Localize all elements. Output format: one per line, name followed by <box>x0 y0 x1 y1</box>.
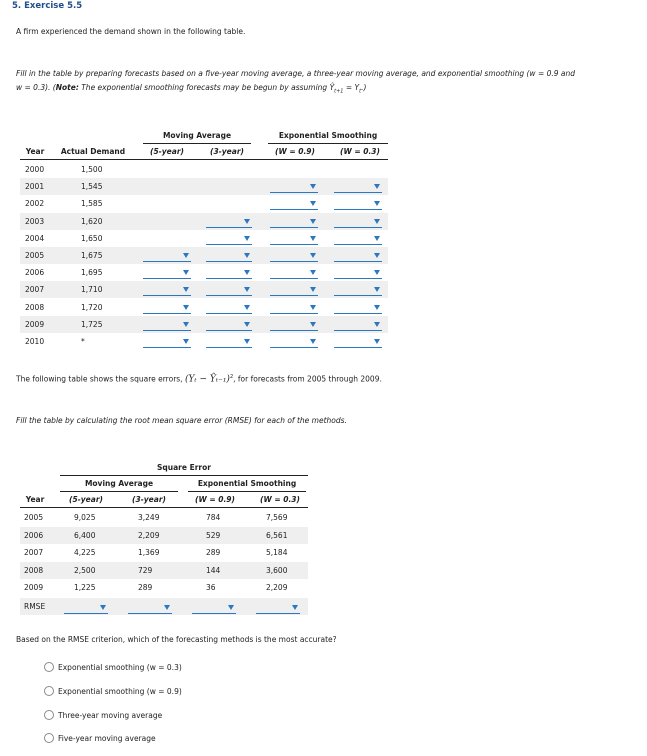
table-row-demand: 1,725 <box>81 320 103 329</box>
forecast-es03-dropdown[interactable] <box>334 180 382 193</box>
square-error-es03: 3,600 <box>266 566 288 575</box>
square-error-es09: 784 <box>206 513 221 522</box>
chevron-down-icon <box>374 184 380 189</box>
table-row-demand: 1,695 <box>81 268 103 277</box>
forecast-es09-dropdown[interactable] <box>270 266 318 279</box>
col-es03: (W = 0.3) <box>340 147 380 156</box>
table-row-demand: 1,545 <box>81 182 103 191</box>
chevron-down-icon <box>183 339 189 344</box>
forecast-es09-dropdown[interactable] <box>270 232 318 245</box>
square-error-ma5: 2,500 <box>74 566 96 575</box>
forecast-ma3-dropdown[interactable] <box>206 335 252 348</box>
chevron-down-icon <box>374 253 380 258</box>
forecast-es09-dropdown[interactable] <box>270 197 318 210</box>
col-ma5: (5-year) <box>150 147 184 156</box>
forecast-ma5-dropdown[interactable] <box>143 249 191 262</box>
t2-col-ma5: (5-year) <box>69 495 103 504</box>
table-row-year: 2004 <box>25 234 45 243</box>
col-ma3: (3-year) <box>210 147 244 156</box>
forecast-ma3-dropdown[interactable] <box>206 318 252 331</box>
instructions-line2: w = 0.3). (Note: The exponential smoothing forecasts may be begun by assuming $Ŷ_{t+1} = Y_t$.) <box>16 83 367 95</box>
chevron-down-icon <box>310 184 316 189</box>
square-error-ma3: 3,249 <box>138 513 160 522</box>
forecast-es09-dropdown[interactable] <box>270 180 318 193</box>
chevron-down-icon <box>244 270 250 275</box>
chevron-down-icon <box>244 287 250 292</box>
t2-col-year: Year <box>25 495 45 504</box>
forecast-ma5-dropdown[interactable] <box>143 301 191 314</box>
square-error-es09: 36 <box>206 583 216 592</box>
square-error-title: Square Error <box>157 463 211 472</box>
square-error-ma3: 1,369 <box>138 548 160 557</box>
table-row-demand: 1,720 <box>81 303 103 312</box>
forecast-ma5-dropdown[interactable] <box>143 266 191 279</box>
forecast-ma3-dropdown[interactable] <box>206 283 252 296</box>
square-error-ma5: 4,225 <box>74 548 96 557</box>
forecast-ma5-dropdown[interactable] <box>143 283 191 296</box>
group-exponential-smoothing: Exponential Smoothing <box>278 131 378 140</box>
forecast-es03-dropdown[interactable] <box>334 266 382 279</box>
forecast-ma3-dropdown[interactable] <box>206 266 252 279</box>
rmse-label: RMSE <box>24 602 46 611</box>
forecast-ma3-dropdown[interactable] <box>206 215 252 228</box>
chevron-down-icon <box>228 605 234 610</box>
chevron-down-icon <box>374 305 380 310</box>
chevron-down-icon <box>374 339 380 344</box>
chevron-down-icon <box>183 270 189 275</box>
chevron-down-icon <box>310 236 316 241</box>
rmse-es09-dropdown[interactable] <box>192 601 236 614</box>
chevron-down-icon <box>310 305 316 310</box>
chevron-down-icon <box>374 287 380 292</box>
square-error-ma5: 6,400 <box>74 531 96 540</box>
square-error-year: 2009 <box>24 583 44 592</box>
chevron-down-icon <box>164 605 170 610</box>
chevron-down-icon <box>310 287 316 292</box>
table-row-year: 2002 <box>25 199 45 208</box>
forecast-ma3-dropdown[interactable] <box>206 232 252 245</box>
chevron-down-icon <box>183 322 189 327</box>
square-error-ma3: 289 <box>138 583 153 592</box>
chevron-down-icon <box>374 219 380 224</box>
forecast-es09-dropdown[interactable] <box>270 249 318 262</box>
chevron-down-icon <box>292 605 298 610</box>
forecast-es03-dropdown[interactable] <box>334 215 382 228</box>
forecast-ma5-dropdown[interactable] <box>143 318 191 331</box>
chevron-down-icon <box>244 322 250 327</box>
forecast-es09-dropdown[interactable] <box>270 301 318 314</box>
square-errors-text: The following table shows the square errors, (Yₜ − Ŷₜ₋₁)$^2$, for forecasts from 2005 through 2009. <box>16 374 382 385</box>
chevron-down-icon <box>183 305 189 310</box>
forecast-ma3-dropdown[interactable] <box>206 249 252 262</box>
table-row-year: 2006 <box>25 268 45 277</box>
rmse-ma3-dropdown[interactable] <box>128 601 172 614</box>
table-row-year: 2008 <box>25 303 45 312</box>
square-error-year: 2007 <box>24 548 44 557</box>
chevron-down-icon <box>310 322 316 327</box>
option-label-2: Exponential smoothing (w = 0.9) <box>58 687 182 696</box>
chevron-down-icon <box>310 339 316 344</box>
table-row-demand: 1,500 <box>81 165 103 174</box>
square-error-es09: 144 <box>206 566 221 575</box>
forecast-es03-dropdown[interactable] <box>334 197 382 210</box>
table-row-demand: 1,650 <box>81 234 103 243</box>
chevron-down-icon <box>310 201 316 206</box>
chevron-down-icon <box>244 236 250 241</box>
table-row-year: 2001 <box>25 182 45 191</box>
square-error-ma3: 2,209 <box>138 531 160 540</box>
forecast-es09-dropdown[interactable] <box>270 215 318 228</box>
table-row-demand: 1,620 <box>81 217 103 226</box>
square-error-es03: 2,209 <box>266 583 288 592</box>
rmse-es03-dropdown[interactable] <box>256 601 300 614</box>
intro-text: A firm experienced the demand shown in the following table. <box>16 27 246 36</box>
rmse-ma5-dropdown[interactable] <box>64 601 108 614</box>
table-row-demand: * <box>81 337 85 346</box>
square-error-year: 2006 <box>24 531 44 540</box>
table-row-demand: 1,675 <box>81 251 103 260</box>
square-error-ma5: 9,025 <box>74 513 96 522</box>
square-error-year: 2005 <box>24 513 44 522</box>
square-error-year: 2008 <box>24 566 44 575</box>
rmse-instructions: Fill the table by calculating the root mean square error (RMSE) for each of the methods. <box>16 416 347 425</box>
group-moving-average: Moving Average <box>162 131 232 140</box>
chevron-down-icon <box>183 253 189 258</box>
forecast-es09-dropdown[interactable] <box>270 283 318 296</box>
forecast-es09-dropdown[interactable] <box>270 335 318 348</box>
chevron-down-icon <box>374 322 380 327</box>
chevron-down-icon <box>310 253 316 258</box>
col-year: Year <box>25 147 45 156</box>
t2-group-exponential-smoothing: Exponential Smoothing <box>197 479 297 488</box>
chevron-down-icon <box>310 270 316 275</box>
table-row-year: 2007 <box>25 285 45 294</box>
square-error-es03: 6,561 <box>266 531 288 540</box>
table-row-year: 2003 <box>25 217 45 226</box>
forecast-ma5-dropdown[interactable] <box>143 335 191 348</box>
table-row-demand: 1,710 <box>81 285 103 294</box>
t2-group-moving-average: Moving Average <box>84 479 154 488</box>
table-row-year: 2005 <box>25 251 45 260</box>
chevron-down-icon <box>310 219 316 224</box>
chevron-down-icon <box>100 605 106 610</box>
option-label-3: Three-year moving average <box>58 711 163 720</box>
option-radio-2[interactable] <box>44 686 54 696</box>
forecast-es03-dropdown[interactable] <box>334 335 382 348</box>
square-error-es09: 529 <box>206 531 221 540</box>
square-error-es03: 7,569 <box>266 513 288 522</box>
square-error-es09: 289 <box>206 548 221 557</box>
table-row-demand: 1,585 <box>81 199 103 208</box>
forecast-es03-dropdown[interactable] <box>334 301 382 314</box>
option-label-1: Exponential smoothing (w = 0.3) <box>58 663 182 672</box>
exercise-title: 5. Exercise 5.5 <box>12 1 83 11</box>
square-error-es03: 5,184 <box>266 548 288 557</box>
table-row-year: 2000 <box>25 165 45 174</box>
square-error-ma3: 729 <box>138 566 153 575</box>
table-row-year: 2010 <box>25 337 45 346</box>
t2-col-es03: (W = 0.3) <box>260 495 300 504</box>
option-label-4: Five-year moving average <box>58 734 156 743</box>
option-radio-3[interactable] <box>44 710 54 720</box>
forecast-es03-dropdown[interactable] <box>334 249 382 262</box>
col-es09: (W = 0.9) <box>275 147 315 156</box>
col-actual-demand: Actual Demand <box>60 147 126 156</box>
option-radio-4[interactable] <box>44 733 54 743</box>
forecast-es03-dropdown[interactable] <box>334 318 382 331</box>
chevron-down-icon <box>374 270 380 275</box>
forecast-ma3-dropdown[interactable] <box>206 301 252 314</box>
chevron-down-icon <box>244 253 250 258</box>
forecast-es09-dropdown[interactable] <box>270 318 318 331</box>
chevron-down-icon <box>183 287 189 292</box>
chevron-down-icon <box>244 219 250 224</box>
chevron-down-icon <box>244 339 250 344</box>
t2-col-ma3: (3-year) <box>132 495 166 504</box>
chevron-down-icon <box>244 305 250 310</box>
forecast-es03-dropdown[interactable] <box>334 232 382 245</box>
t2-col-es09: (W = 0.9) <box>195 495 235 504</box>
chevron-down-icon <box>374 201 380 206</box>
forecast-es03-dropdown[interactable] <box>334 283 382 296</box>
square-error-ma5: 1,225 <box>74 583 96 592</box>
option-radio-1[interactable] <box>44 662 54 672</box>
chevron-down-icon <box>374 236 380 241</box>
table-row-year: 2009 <box>25 320 45 329</box>
question-text: Based on the RMSE criterion, which of the forecasting methods is the most accurate? <box>16 635 337 644</box>
instructions-line1: Fill in the table by preparing forecasts based on a five-year moving average, a three-year moving average, and exponential smoothing (w = 0.9 and <box>16 69 576 78</box>
